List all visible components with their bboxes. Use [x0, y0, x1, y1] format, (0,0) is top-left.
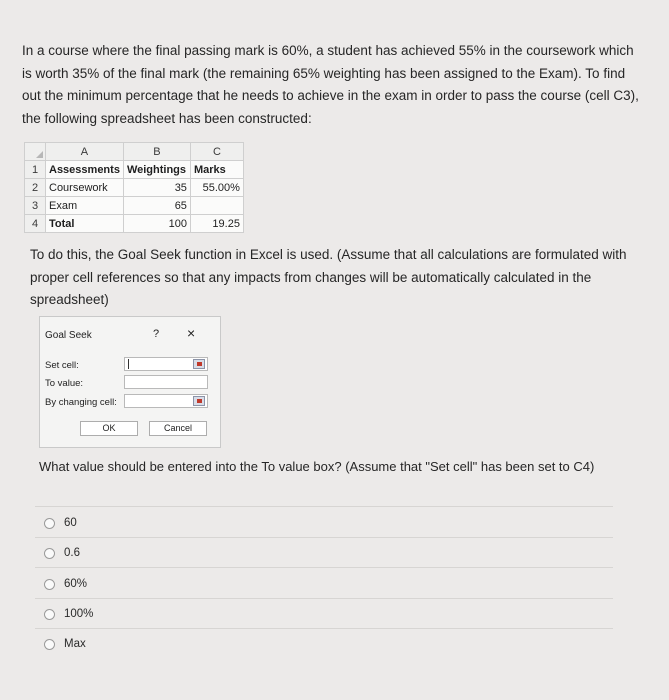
column-header-b[interactable]: B: [123, 143, 190, 161]
select-all-corner[interactable]: [25, 143, 46, 161]
cell-a1[interactable]: Assessments: [46, 161, 124, 179]
option-label: 60: [64, 517, 77, 529]
goal-seek-dialog: [39, 316, 221, 448]
table-row: [25, 215, 244, 233]
table-row: [25, 161, 244, 179]
column-header-c[interactable]: C: [190, 143, 243, 161]
cell-c2[interactable]: 55.00%: [190, 179, 243, 197]
intro-paragraph: In a course where the final passing mark is 60%, a student has achieved 55% in the coursework which is worth 35% of the final mark (the remaining 65% weighting has been assigned to the Exam). To find out the minimum percentage that he needs to achieve in the exam in order to pass the course (cell C3), the following spreadsheet has been constructed:: [22, 43, 639, 126]
answer-option[interactable]: [44, 576, 87, 592]
text-caret: [128, 359, 129, 369]
by-changing-cell-input[interactable]: [124, 394, 208, 408]
ok-button[interactable]: OK: [80, 421, 138, 436]
cell-a3[interactable]: Exam: [46, 197, 124, 215]
answer-option[interactable]: [44, 606, 93, 622]
column-header-a[interactable]: A: [46, 143, 124, 161]
divider: [35, 537, 613, 538]
divider: [35, 628, 613, 629]
set-cell-input[interactable]: [124, 357, 208, 371]
spreadsheet-table: [24, 142, 244, 233]
answer-option[interactable]: [44, 545, 80, 561]
option-label: 60%: [64, 578, 88, 590]
cell-c3[interactable]: [190, 197, 243, 215]
radio-button[interactable]: [44, 548, 55, 559]
option-label: 100%: [64, 608, 94, 620]
set-cell-label: Set cell:: [45, 360, 79, 371]
cell-a2[interactable]: Coursework: [46, 179, 124, 197]
answer-option[interactable]: [44, 515, 77, 531]
column-header-row: [25, 143, 244, 161]
radio-button[interactable]: [44, 518, 55, 529]
question-text: What value should be entered into the To value box? (Assume that "Set cell" has been set to C4): [39, 459, 595, 474]
divider: [35, 567, 613, 568]
collapse-dialog-icon[interactable]: [193, 359, 205, 369]
goal-seek-paragraph: To do this, the Goal Seek function in Excel is used. (Assume that all calculations are formulated with proper cell references so that any impacts from changes will be automatically calculated in the spreadsheet): [30, 247, 627, 307]
cancel-button[interactable]: Cancel: [149, 421, 207, 436]
collapse-dialog-icon[interactable]: [193, 396, 205, 406]
row-number[interactable]: 2: [25, 179, 46, 197]
cell-c1[interactable]: Marks: [190, 161, 243, 179]
option-label: 0.6: [64, 547, 80, 559]
table-row: [25, 197, 244, 215]
to-value-input[interactable]: [124, 375, 208, 389]
divider: [35, 506, 613, 507]
row-number[interactable]: 4: [25, 215, 46, 233]
help-icon[interactable]: ?: [153, 328, 160, 340]
table-row: [25, 179, 244, 197]
cell-b2[interactable]: 35: [123, 179, 190, 197]
cell-b1[interactable]: Weightings: [123, 161, 190, 179]
cell-a4[interactable]: Total: [46, 215, 124, 233]
row-number[interactable]: 1: [25, 161, 46, 179]
dialog-title: Goal Seek: [45, 330, 92, 341]
row-number[interactable]: 3: [25, 197, 46, 215]
cell-b4[interactable]: 100: [123, 215, 190, 233]
radio-button[interactable]: [44, 579, 55, 590]
radio-button[interactable]: [44, 609, 55, 620]
option-label: Max: [64, 638, 86, 650]
answer-option[interactable]: [44, 636, 86, 652]
cell-b3[interactable]: 65: [123, 197, 190, 215]
divider: [35, 598, 613, 599]
to-value-label: To value:: [45, 378, 84, 389]
radio-button[interactable]: [44, 639, 55, 650]
by-changing-cell-label: By changing cell:: [45, 397, 117, 408]
cell-c4[interactable]: 19.25: [190, 215, 243, 233]
close-icon[interactable]: ×: [187, 325, 196, 341]
